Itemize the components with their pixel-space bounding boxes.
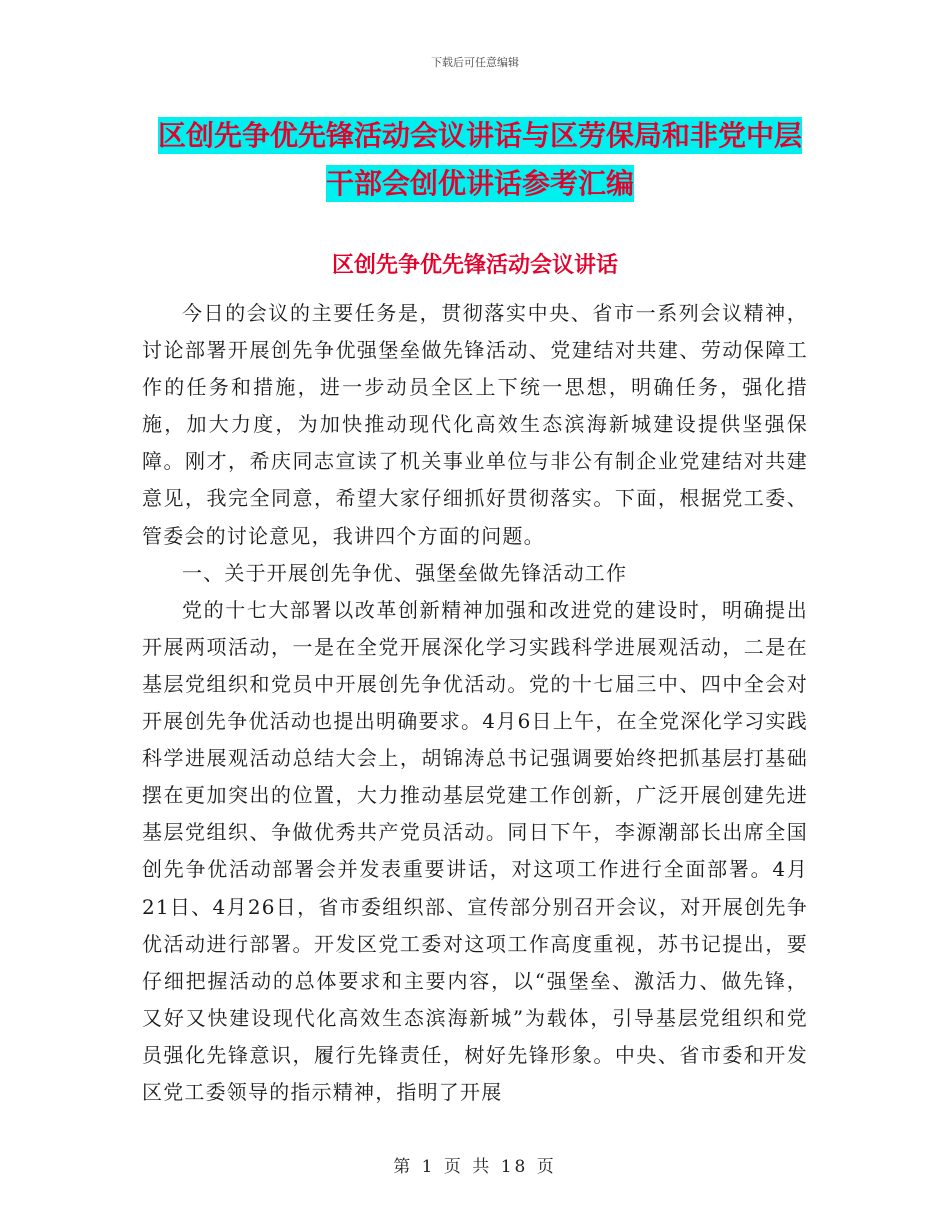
section-title: 区创先争优先锋活动会议讲话 bbox=[331, 253, 618, 278]
document-title bbox=[140, 112, 820, 208]
paragraph-heading-one: 一、关于开展创先争优、强堡垒做先锋活动工作 bbox=[182, 560, 628, 585]
document-body bbox=[142, 295, 808, 1111]
page-number: 第 1 页 共 18 页 bbox=[393, 1157, 557, 1177]
paragraph-activity: 党的十七大部署以改革创新精神加强和改进党的建设时，明确提出开展两项活动，一是在全党开展深化学习实践科学进展观活动，二是在基层党组织和党员中开展创先争优活动。党的十七届三中、四中全会对开展创先争优活动也提出明确要求。4月6日上午，在全党深化学习实践科学进展观活动总结大会上，胡锦涛总书记强调要始终把抓基层打基础摆在更加突出的位置，大力推动基层党建工作创新，广泛开展创建先进基层党组织、争做优秀共产党员活动。同日下午，李源潮部长出席全国创先争优活动部署会并发表重要讲话，对这项工作进行全面部署。4月21日、4月26日，省市委组织部、宣传部分别召开会议，对开展创先争优活动进行部署。开发区党工委对这项工作高度重视，苏书记提出，要仔细把握活动的总体要求和主要内容，以“强堡垒、激活力、做先锋，又好又快建设现代化高效生态滨海新城”为载体，引导基层党组织和党员强化先锋意识，履行先锋责任，树好先锋形象。中央、省市委和开发区党工委领导的指示精神，指明了开展 bbox=[142, 597, 808, 1104]
paragraph-intro: 今日的会议的主要任务是，贯彻落实中央、省市一系列会议精神，讨论部署开展创先争优强堡垒做先锋活动、党建结对共建、劳动保障工作的任务和措施，进一步动员全区上下统一思想，明确任务，强化措施，加大力度，为加快推动现代化高效生态滨海新城建设提供坚强保障。刚才，希庆同志宣读了机关事业单位与非公有制企业党建结对共建意见，我完全同意，希望大家仔细抓好贯彻落实。下面，根据党工委、管委会的讨论意见，我讲四个方面的问题。 bbox=[142, 301, 808, 548]
title-line-2: 干部会创优讲话参考汇编 bbox=[325, 167, 634, 200]
title-line-1: 区创先争优先锋活动会议讲话与区劳保局和非党中层 bbox=[157, 119, 802, 152]
header-note: 下载后可任意编辑 bbox=[431, 56, 519, 69]
